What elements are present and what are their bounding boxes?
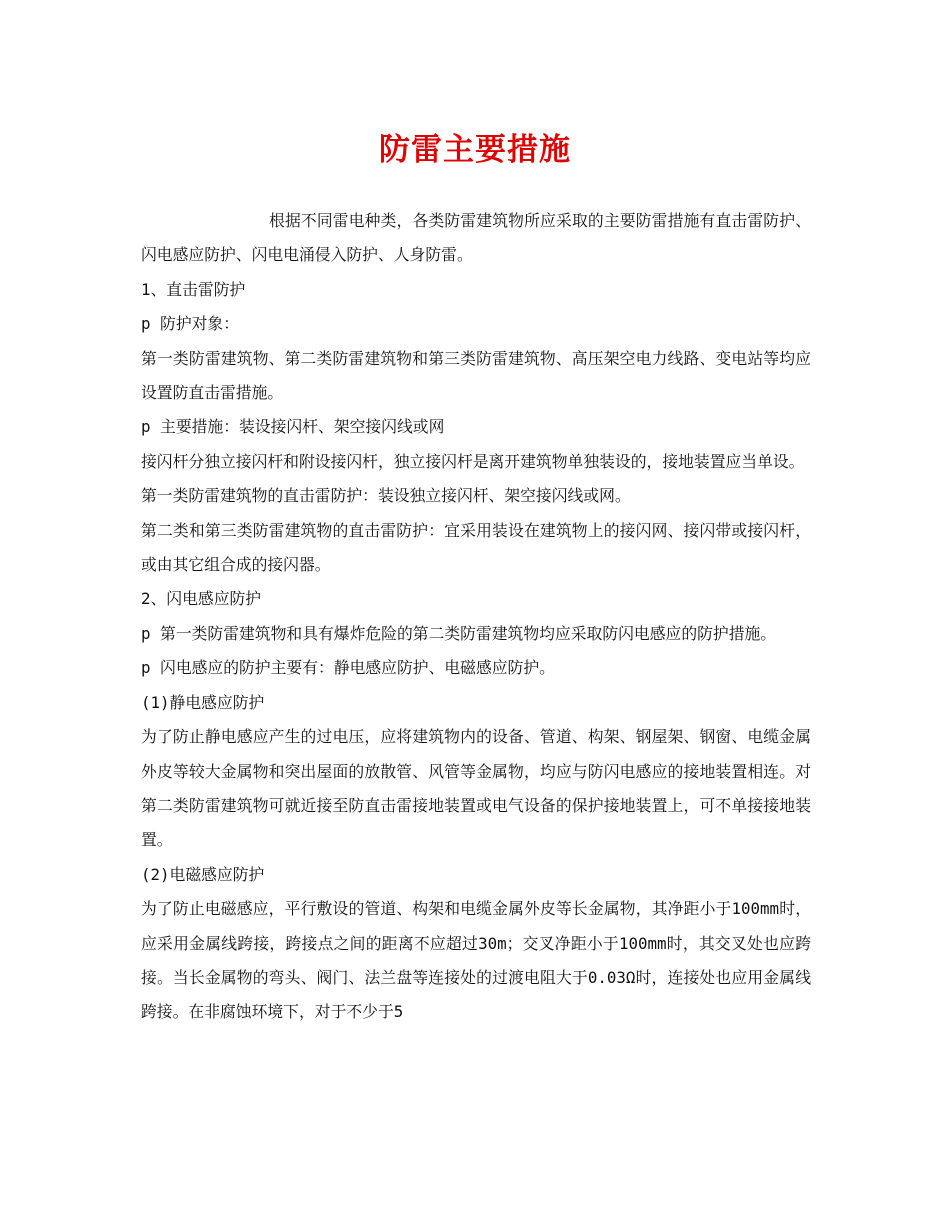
paragraph: 第二类和第三类防雷建筑物的直击雷防护：宜采用装设在建筑物上的接闪网、接闪带或接闪杆，或由其它组合成的接闪器。 — [141, 520, 811, 575]
list-item-main-measures: p 主要措施：装设接闪杆、架空接闪线或网 — [141, 417, 445, 437]
list-item: p 第一类防雷建筑物和具有爆炸危险的第二类防雷建筑物均应采取防闪电感应的防护措施。 — [141, 623, 777, 643]
paragraph: 为了防止静电感应产生的过电压，应将建筑物内的设备、管道、构架、钢屋架、钢窗、电缆金属外皮等较大金属物和突出屋面的放散管、风管等金属物，均应与防闪电感应的接地装置相连。对第二类防雷建筑物可就近接至防直击雷接地装置或电气设备的保护接地装置上，可不单接接地装置。 — [141, 727, 811, 850]
section-heading-direct-lightning: 1、直击雷防护 — [141, 279, 246, 299]
subsection-heading-electromagnetic: (2)电磁感应防护 — [141, 864, 265, 884]
list-item: p 闪电感应的防护主要有：静电感应防护、电磁感应防护。 — [141, 658, 555, 678]
list-item-protection-target: p 防护对象： — [141, 314, 240, 334]
paragraph: 为了防止电磁感应，平行敷设的管道、构架和电缆金属外皮等长金属物，其净距小于100mm时，应采用金属线跨接，跨接点之间的距离不应超过30m；交叉净距小于100mm时，其交叉处也应跨接。当长金属物的弯头、阀门、法兰盘等连接处的过渡电阻大于0.03Ω时，连接处也应用金属线跨接。在非腐蚀环境下，对于不少于5 — [141, 899, 811, 1022]
paragraph: 第一类防雷建筑物、第二类防雷建筑物和第三类防雷建筑物、高压架空电力线路、变电站等均应设置防直击雷措施。 — [141, 348, 811, 403]
document-body — [141, 204, 811, 1030]
paragraph: 第一类防雷建筑物的直击雷防护：装设独立接闪杆、架空接闪线或网。 — [141, 486, 631, 506]
document-title: 防雷主要措施 — [379, 132, 571, 168]
intro-paragraph: 根据不同雷电种类，各类防雷建筑物所应采取的主要防雷措施有直击雷防护、闪电感应防护、闪电电涌侵入防护、人身防雷。 — [141, 211, 811, 265]
section-heading-lightning-induction: 2、闪电感应防护 — [141, 589, 262, 609]
subsection-heading-electrostatic: (1)静电感应防护 — [141, 692, 265, 712]
paragraph: 接闪杆分独立接闪杆和附设接闪杆，独立接闪杆是离开建筑物单独装设的，接地装置应当单设。 — [141, 451, 805, 471]
